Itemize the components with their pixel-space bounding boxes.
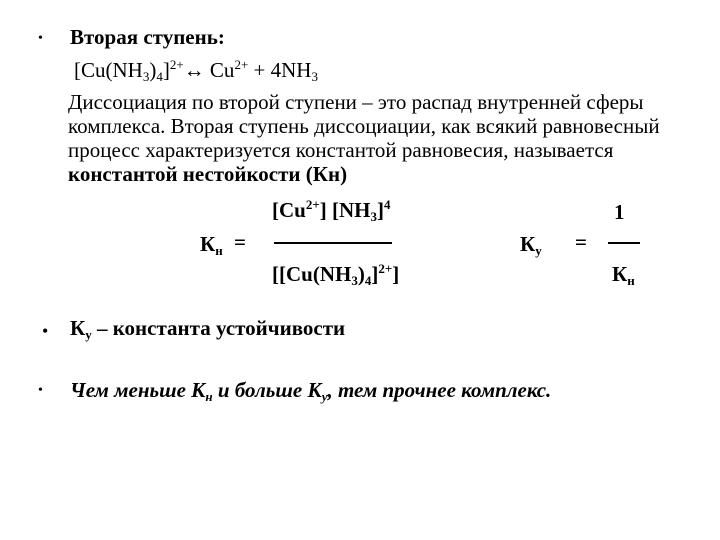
dissociation-paragraph: Диссоциация по второй ступени – это распад внутренней сферы комплекса. Вторая ступень диссоциации, как всякий равновесный процесс характеризуется константой равновесия, называется константой нестойкости (Кн) (68, 90, 660, 186)
ky-equals: = (575, 230, 587, 254)
ky-numerator: 1 (614, 200, 625, 224)
kn-denominator: $[[Cu(NH_3)_4]^{2+}]$ (272, 261, 400, 288)
stability-constant-line: $К_у$ – константа устойчивости (70, 316, 346, 342)
kn-numerator: $[Cu^{2+}]$ $[NH_3]^4$ (272, 197, 391, 224)
ky-fraction-bar (608, 242, 640, 244)
kn-fraction-bar (274, 242, 392, 244)
bullet-icon: • (38, 31, 43, 46)
conclusion-line: Чем меньше $К_н$ и больше $К_у$, тем прочнее комплекс. (70, 378, 552, 404)
ky-denominator: $К_н$ (612, 262, 635, 288)
ky-symbol: $К_у$ (520, 232, 542, 258)
bullet-icon: • (42, 321, 49, 341)
section-title: Вторая ступень: (70, 25, 225, 49)
kn-symbol: $К_н$ (200, 232, 223, 258)
bullet-icon: • (38, 383, 43, 398)
kn-equals: = (234, 230, 246, 254)
reaction-equation: $[Cu(NH_3)_4]^{2+}\leftrightarrow$ $Cu^{2+} + 4NH_3$ (74, 57, 318, 84)
